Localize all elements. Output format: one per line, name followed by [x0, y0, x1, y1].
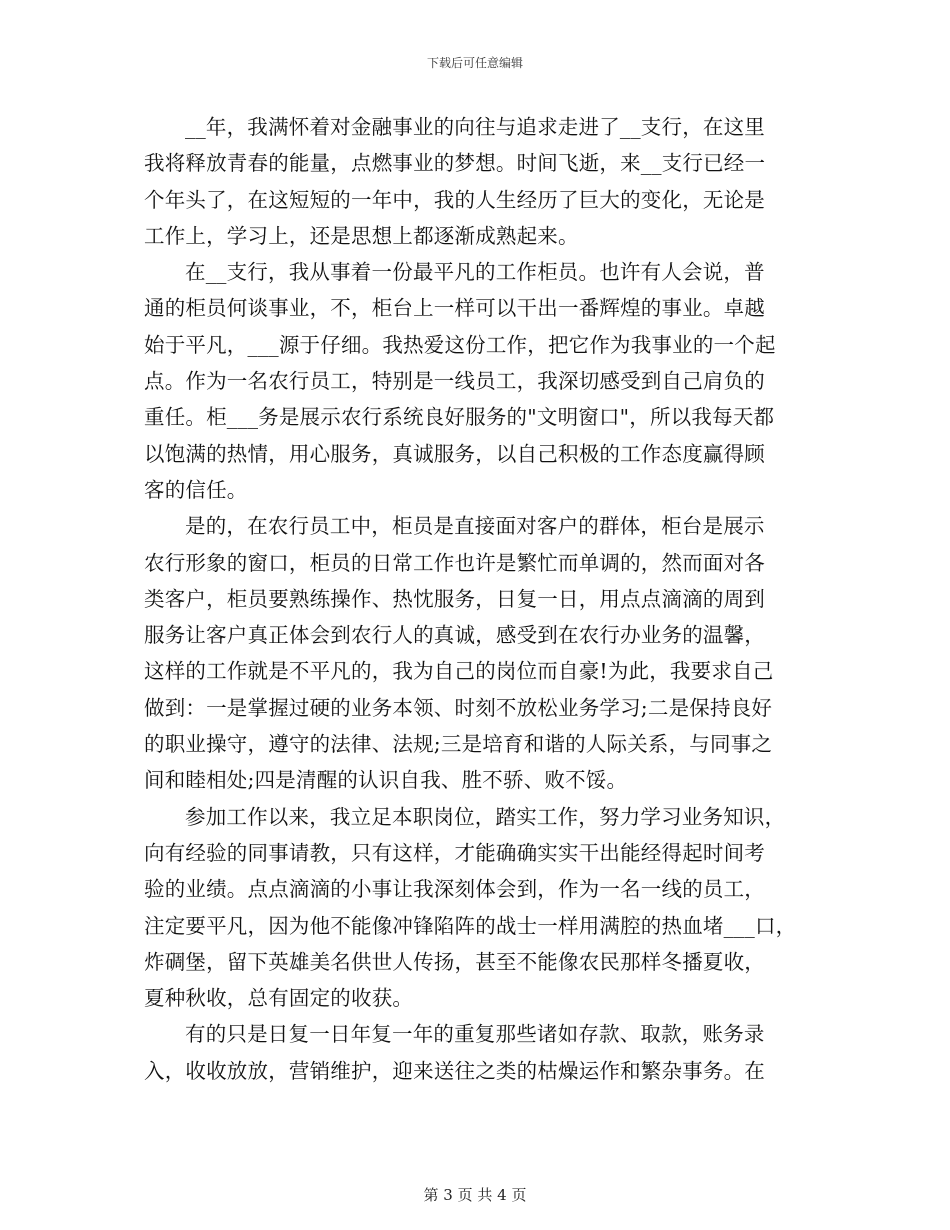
text-line: 农行形象的窗口，柜员的日常工作也许是繁忙而单调的，然而面对各 [144, 550, 765, 575]
text-line: 服务让客户真正体会到农行人的真诚，感受到在农行办业务的温馨， [144, 623, 765, 648]
text-line: 有的只是日复一日年复一年的重复那些诸如存款、取款，账务录 [185, 1022, 765, 1047]
text-line: 入，收收放放，营销维护，迎来送往之类的枯燥运作和繁杂事务。在 [144, 1058, 765, 1083]
text-line: 个年头了，在这短短的一年中，我的人生经历了巨大的变化，无论是 [144, 187, 765, 212]
text-line: 在__支行，我从事着一份最平凡的工作柜员。也许有人会说，普 [185, 260, 765, 285]
text-line: 向有经验的同事请教，只有这样，才能确确实实干出能经得起时间考 [144, 840, 765, 865]
text-line: 点。作为一名农行员工，特别是一线员工，我深切感受到自己肩负的 [144, 369, 765, 394]
text-line: 以饱满的热情，用心服务，真诚服务，以自己积极的工作态度赢得顾 [144, 441, 765, 466]
text-line: 验的业绩。点点滴滴的小事让我深刻体会到，作为一名一线的员工， [144, 877, 765, 902]
text-line: 炸碉堡，留下英雄美名供世人传扬，甚至不能像农民那样冬播夏收， [144, 949, 765, 974]
text-line: 始于平凡，___源于仔细。我热爱这份工作，把它作为我事业的一个起 [144, 332, 776, 357]
text-line: 间和睦相处;四是清醒的认识自我、胜不骄、败不馁。 [144, 768, 628, 793]
text-line: __年，我满怀着对金融事业的向往与追求走进了__支行，在这里 [185, 115, 765, 139]
text-line: 参加工作以来，我立足本职岗位，踏实工作，努力学习业务知识， [185, 804, 786, 829]
page-number: 第 3 页 共 4 页 [423, 1186, 527, 1204]
text-line: 工作上，学习上，还是思想上都逐渐成熟起来。 [144, 223, 579, 248]
text-line: 类客户，柜员要熟练操作、热忱服务，日复一日，用点点滴滴的周到 [144, 586, 765, 611]
text-line: 做到：一是掌握过硬的业务本领、时刻不放松业务学习;二是保持良好 [144, 695, 773, 720]
page-header-note: 下载后可任意编辑 [426, 56, 523, 70]
text-line: 我将释放青春的能量，点燃事业的梦想。时间飞逝，来__支行已经一 [144, 151, 766, 176]
text-line: 注定要平凡，因为他不能像冲锋陷阵的战士一样用满腔的热血堵___口， [144, 913, 797, 938]
text-line: 这样的工作就是不平凡的，我为自己的岗位而自豪!为此，我要求自己 [144, 659, 774, 684]
text-line: 重任。柜___务是展示农行系统良好服务的"文明窗口"，所以我每天都 [144, 405, 775, 430]
document-body [144, 109, 809, 1089]
text-line: 客的信任。 [144, 477, 248, 502]
text-line: 通的柜员何谈事业，不，柜台上一样可以干出一番辉煌的事业。卓越 [144, 296, 765, 321]
text-line: 夏种秋收，总有固定的收获。 [144, 986, 414, 1011]
text-line: 是的，在农行员工中，柜员是直接面对客户的群体，柜台是展示 [185, 514, 765, 539]
text-line: 的职业操守，遵守的法律、法规;三是培育和谐的人际关系，与同事之 [144, 732, 773, 757]
